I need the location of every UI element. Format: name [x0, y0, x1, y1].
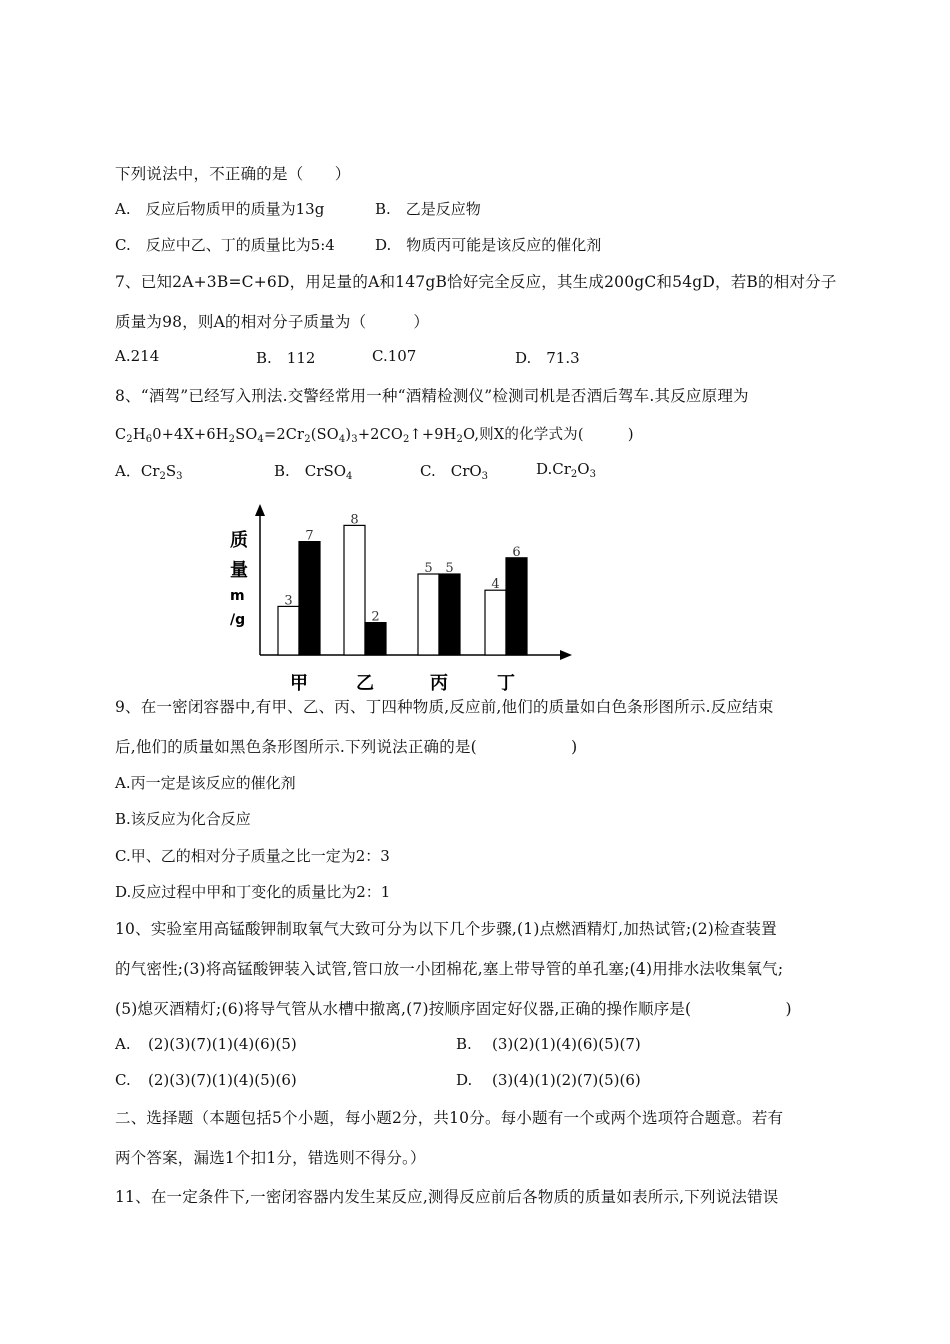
q7-line1: 7、已知2A+3B=C+6D，用足量的A和147gB恰好完全反应，其生成200gC和54gD，若B的相对分子 [115, 273, 837, 291]
q7-line2: 质量为98，则A的相对分子质量为（ ） [115, 313, 430, 331]
bar-after [365, 623, 386, 655]
bar-after [506, 558, 527, 655]
bar-before [344, 525, 365, 655]
bar-value-label: 5 [424, 561, 433, 576]
bar-value-label: 3 [284, 593, 293, 609]
q6-option-a: A. 反应后物质甲的质量为13g [115, 200, 325, 218]
q9-option-a: A.丙一定是该反应的催化剂 [115, 774, 296, 792]
q9-option-b: B.该反应为化合反应 [115, 810, 251, 828]
q10-option-d: (3)(4)(1)(2)(7)(5)(6) [492, 1071, 641, 1089]
y-label-char: m [230, 588, 245, 604]
q6-option-d: D. 物质丙可能是该反应的催化剂 [375, 236, 602, 254]
q7-option-c: C.107 [372, 347, 417, 365]
q10-option-b: (3)(2)(1)(4)(6)(5)(7) [492, 1035, 641, 1053]
q8-line1: 8、“酒驾”已经写入刑法.交警经常用一种“酒精检测仪”检测司机是否酒后驾车.其反应原理为 [115, 387, 749, 405]
category-label: 丁 [497, 673, 515, 694]
y-axis-label [230, 529, 248, 628]
section2-line1: 二、选择题（本题包括5个小题，每小题2分，共10分。每小题有一个或两个选项符合题意。若有 [115, 1109, 784, 1127]
bar-after [299, 542, 320, 655]
bar-value-label: 4 [491, 577, 500, 593]
section2-line2: 两个答案，漏选1个扣1分，错选则不得分。） [115, 1149, 426, 1167]
bar-after [439, 574, 460, 655]
category-label: 丙 [430, 673, 448, 694]
q10-line1: 10、实验室用高锰酸钾制取氧气大致可分为以下几个步骤,(1)点燃酒精灯,加热试管;(2)检查装置 [115, 920, 777, 938]
category-label: 甲 [290, 673, 308, 694]
q10-line2: 的气密性;(3)将高锰酸钾装入试管,管口放一小团棉花,塞上带导管的单孔塞;(4)用排水法收集氧气; [115, 960, 784, 978]
q10-option-a-label: A. [115, 1035, 131, 1053]
q6-option-c: C. 反应中乙、丁的质量比为5:4 [115, 236, 335, 254]
bar-value-label: 7 [305, 528, 314, 544]
x-axis-arrow [560, 650, 572, 660]
q11-line1: 11、在一定条件下,一密闭容器内发生某反应,测得反应前后各物质的质量如表所示,下列说法错误 [115, 1188, 779, 1206]
q7-option-b: B. 112 [256, 349, 316, 367]
q10-option-c-label: C. [115, 1071, 131, 1089]
q10-line3: (5)熄灭酒精灯;(6)将导气管从水槽中撤离,(7)按顺序固定好仪器,正确的操作顺序是( ) [115, 1000, 792, 1018]
y-label-char: 质 [230, 530, 248, 551]
bar-before [485, 590, 506, 655]
q8-option-a: A．$Cr_2S_3$ [115, 462, 183, 482]
q8-option-d: $D.Cr_2O_3$ [536, 460, 596, 480]
q8-option-c: C. CrO$_3$ [420, 462, 489, 482]
q6-stem: 下列说法中，不正确的是（ ） [115, 165, 351, 183]
q9-line1: 9、在一密闭容器中,有甲、乙、丙、丁四种物质,反应前,他们的质量如白色条形图所示.反应结束 [115, 698, 774, 716]
bar-before [278, 606, 299, 655]
q8-option-b: B. CrSO$_4$ [274, 462, 353, 482]
q9-line2: 后,他们的质量如黑色条形图所示.下列说法正确的是( ) [115, 738, 578, 756]
bar-before [418, 574, 439, 655]
q7-option-d: D. 71.3 [515, 349, 580, 367]
bar-value-label: 2 [371, 609, 380, 625]
category-label: 乙 [356, 673, 374, 694]
q7-option-a: A.214 [115, 347, 160, 365]
q9-option-d: D.反应过程中甲和丁变化的质量比为2：1 [115, 883, 391, 901]
q6-option-b: B. 乙是反应物 [375, 200, 481, 218]
bar-value-label: 5 [445, 561, 454, 576]
q10-option-b-label: B. [456, 1035, 472, 1053]
y-label-char: /g [230, 612, 246, 628]
q10-option-a: (2)(3)(7)(1)(4)(6)(5) [148, 1035, 297, 1053]
q9-option-c: C.甲、乙的相对分子质量之比一定为2：3 [115, 847, 390, 865]
q10-option-d-label: D. [456, 1071, 473, 1089]
bar-value-label: 8 [350, 512, 359, 528]
y-label-char: 量 [230, 560, 248, 581]
q8-equation: $C_2H_60+4X+6H_2SO_4=2Cr_2(SO_4)_3+2CO_2↑+9H_2O$,则X的化学式为( ) [115, 427, 634, 445]
q10-option-c: (2)(3)(7)(1)(4)(5)(6) [148, 1071, 297, 1089]
y-axis-arrow [255, 504, 265, 516]
mass-bar-chart [222, 500, 582, 695]
bar-value-label: 6 [512, 544, 521, 560]
